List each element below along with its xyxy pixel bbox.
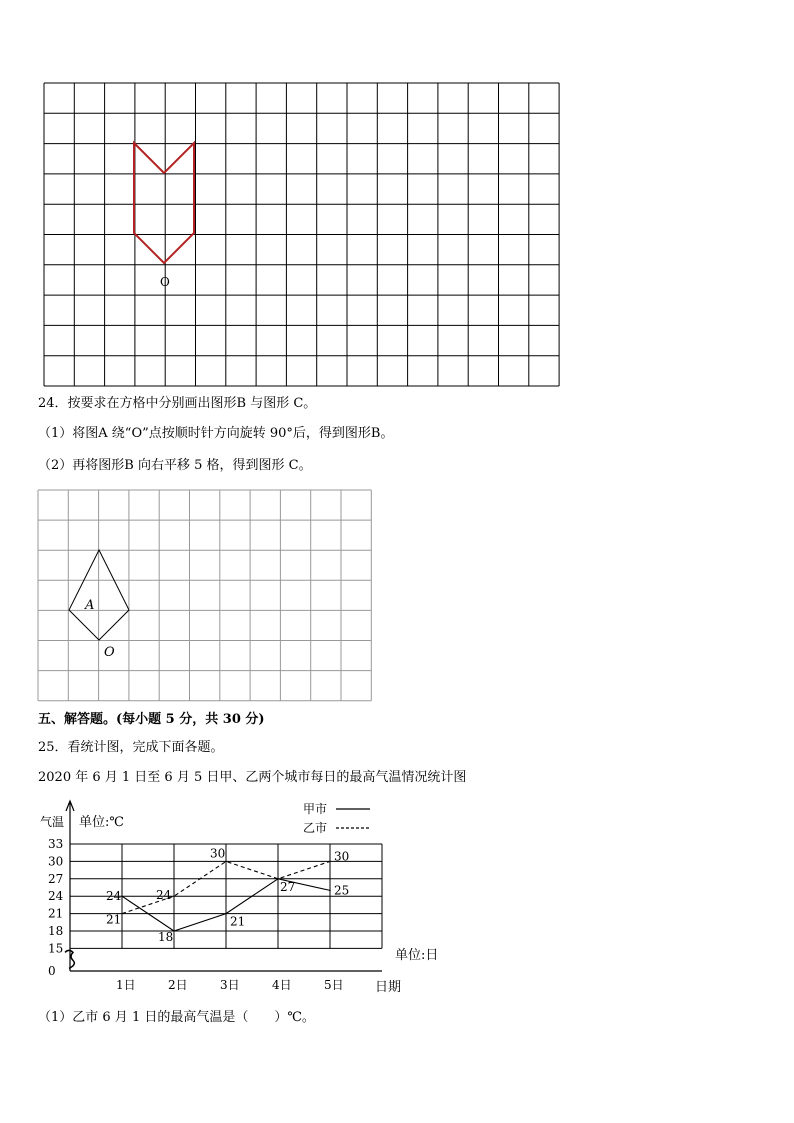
data-label: 24 <box>156 888 172 903</box>
y-tick-label: 18 <box>48 924 64 938</box>
data-label: 25 <box>334 883 350 898</box>
y-tick-label: 0 <box>48 964 56 978</box>
data-label: 24 <box>106 889 122 904</box>
shape-a-label: A <box>85 598 95 613</box>
chart-x-ticks <box>116 978 344 992</box>
x-tick-label: 3日 <box>220 978 240 992</box>
data-label: 21 <box>230 914 246 929</box>
series-point <box>121 895 123 897</box>
y-tick-label: 15 <box>48 941 64 956</box>
series-point <box>173 930 175 932</box>
y-tick-label: 30 <box>48 854 64 869</box>
series-point <box>173 895 175 897</box>
grid-1-point-o-label: O <box>160 275 170 289</box>
x-tick-label: 1日 <box>116 978 136 992</box>
q24-step-2: （2）再将图形B 向右平移 5 格，得到图形 C。 <box>38 458 312 473</box>
y-tick-label: 21 <box>48 906 64 921</box>
series-point <box>329 861 331 863</box>
y-tick-label: 27 <box>48 871 64 886</box>
legend-dashed-label: 乙市 <box>303 821 328 835</box>
q25-title: 25．看统计图，完成下面各题。 <box>38 740 224 755</box>
x-axis-label: 日期 <box>375 980 402 995</box>
arrow-shape <box>134 143 194 263</box>
grid-2-point-o-label: O <box>104 645 115 660</box>
series-point <box>225 913 227 915</box>
chart-legend <box>303 802 370 835</box>
x-tick-label: 4日 <box>272 978 292 992</box>
grid-2-lines <box>38 490 371 701</box>
q24-title: 24．按要求在方格中分别画出图形B 与图形 C。 <box>38 396 317 411</box>
data-label: 18 <box>158 930 174 944</box>
grid-2 <box>0 480 794 710</box>
data-label: 27 <box>280 879 296 894</box>
y-unit-label: 单位:℃ <box>79 815 124 830</box>
y-tick-label: 33 <box>48 837 64 851</box>
data-label: 30 <box>334 849 350 864</box>
chart-caption: 2020 年 6 月 1 日至 6 月 5 日甲、乙两个城市每日的最高气温情况统计图 <box>38 770 467 785</box>
series-point <box>277 878 279 880</box>
series-point <box>329 890 331 892</box>
grid-1-lines <box>44 83 559 386</box>
chart-y-ticks <box>48 837 64 978</box>
data-label: 21 <box>106 912 122 927</box>
series-point <box>121 913 123 915</box>
x-tick-label: 2日 <box>168 978 188 992</box>
y-tick-label: 24 <box>48 889 64 904</box>
section-5-title: 五、解答题。(每小题 5 分，共 30 分) <box>38 712 265 727</box>
x-unit-label: 单位:日 <box>395 948 439 963</box>
y-axis-label: 气温 <box>40 815 65 829</box>
legend-solid-label: 甲市 <box>303 802 328 816</box>
x-tick-label: 5日 <box>324 978 344 992</box>
q25-sub-1: （1）乙市 6 月 1 日的最高气温是（ ）℃。 <box>38 1010 315 1025</box>
series-point <box>225 861 227 863</box>
q24-step-1: （1）将图A 绕“O”点按顺时针方向旋转 90°后，得到图形B。 <box>38 426 394 441</box>
temperature-line-chart <box>0 795 794 1000</box>
data-label: 30 <box>210 846 226 861</box>
grid-1 <box>0 0 794 400</box>
